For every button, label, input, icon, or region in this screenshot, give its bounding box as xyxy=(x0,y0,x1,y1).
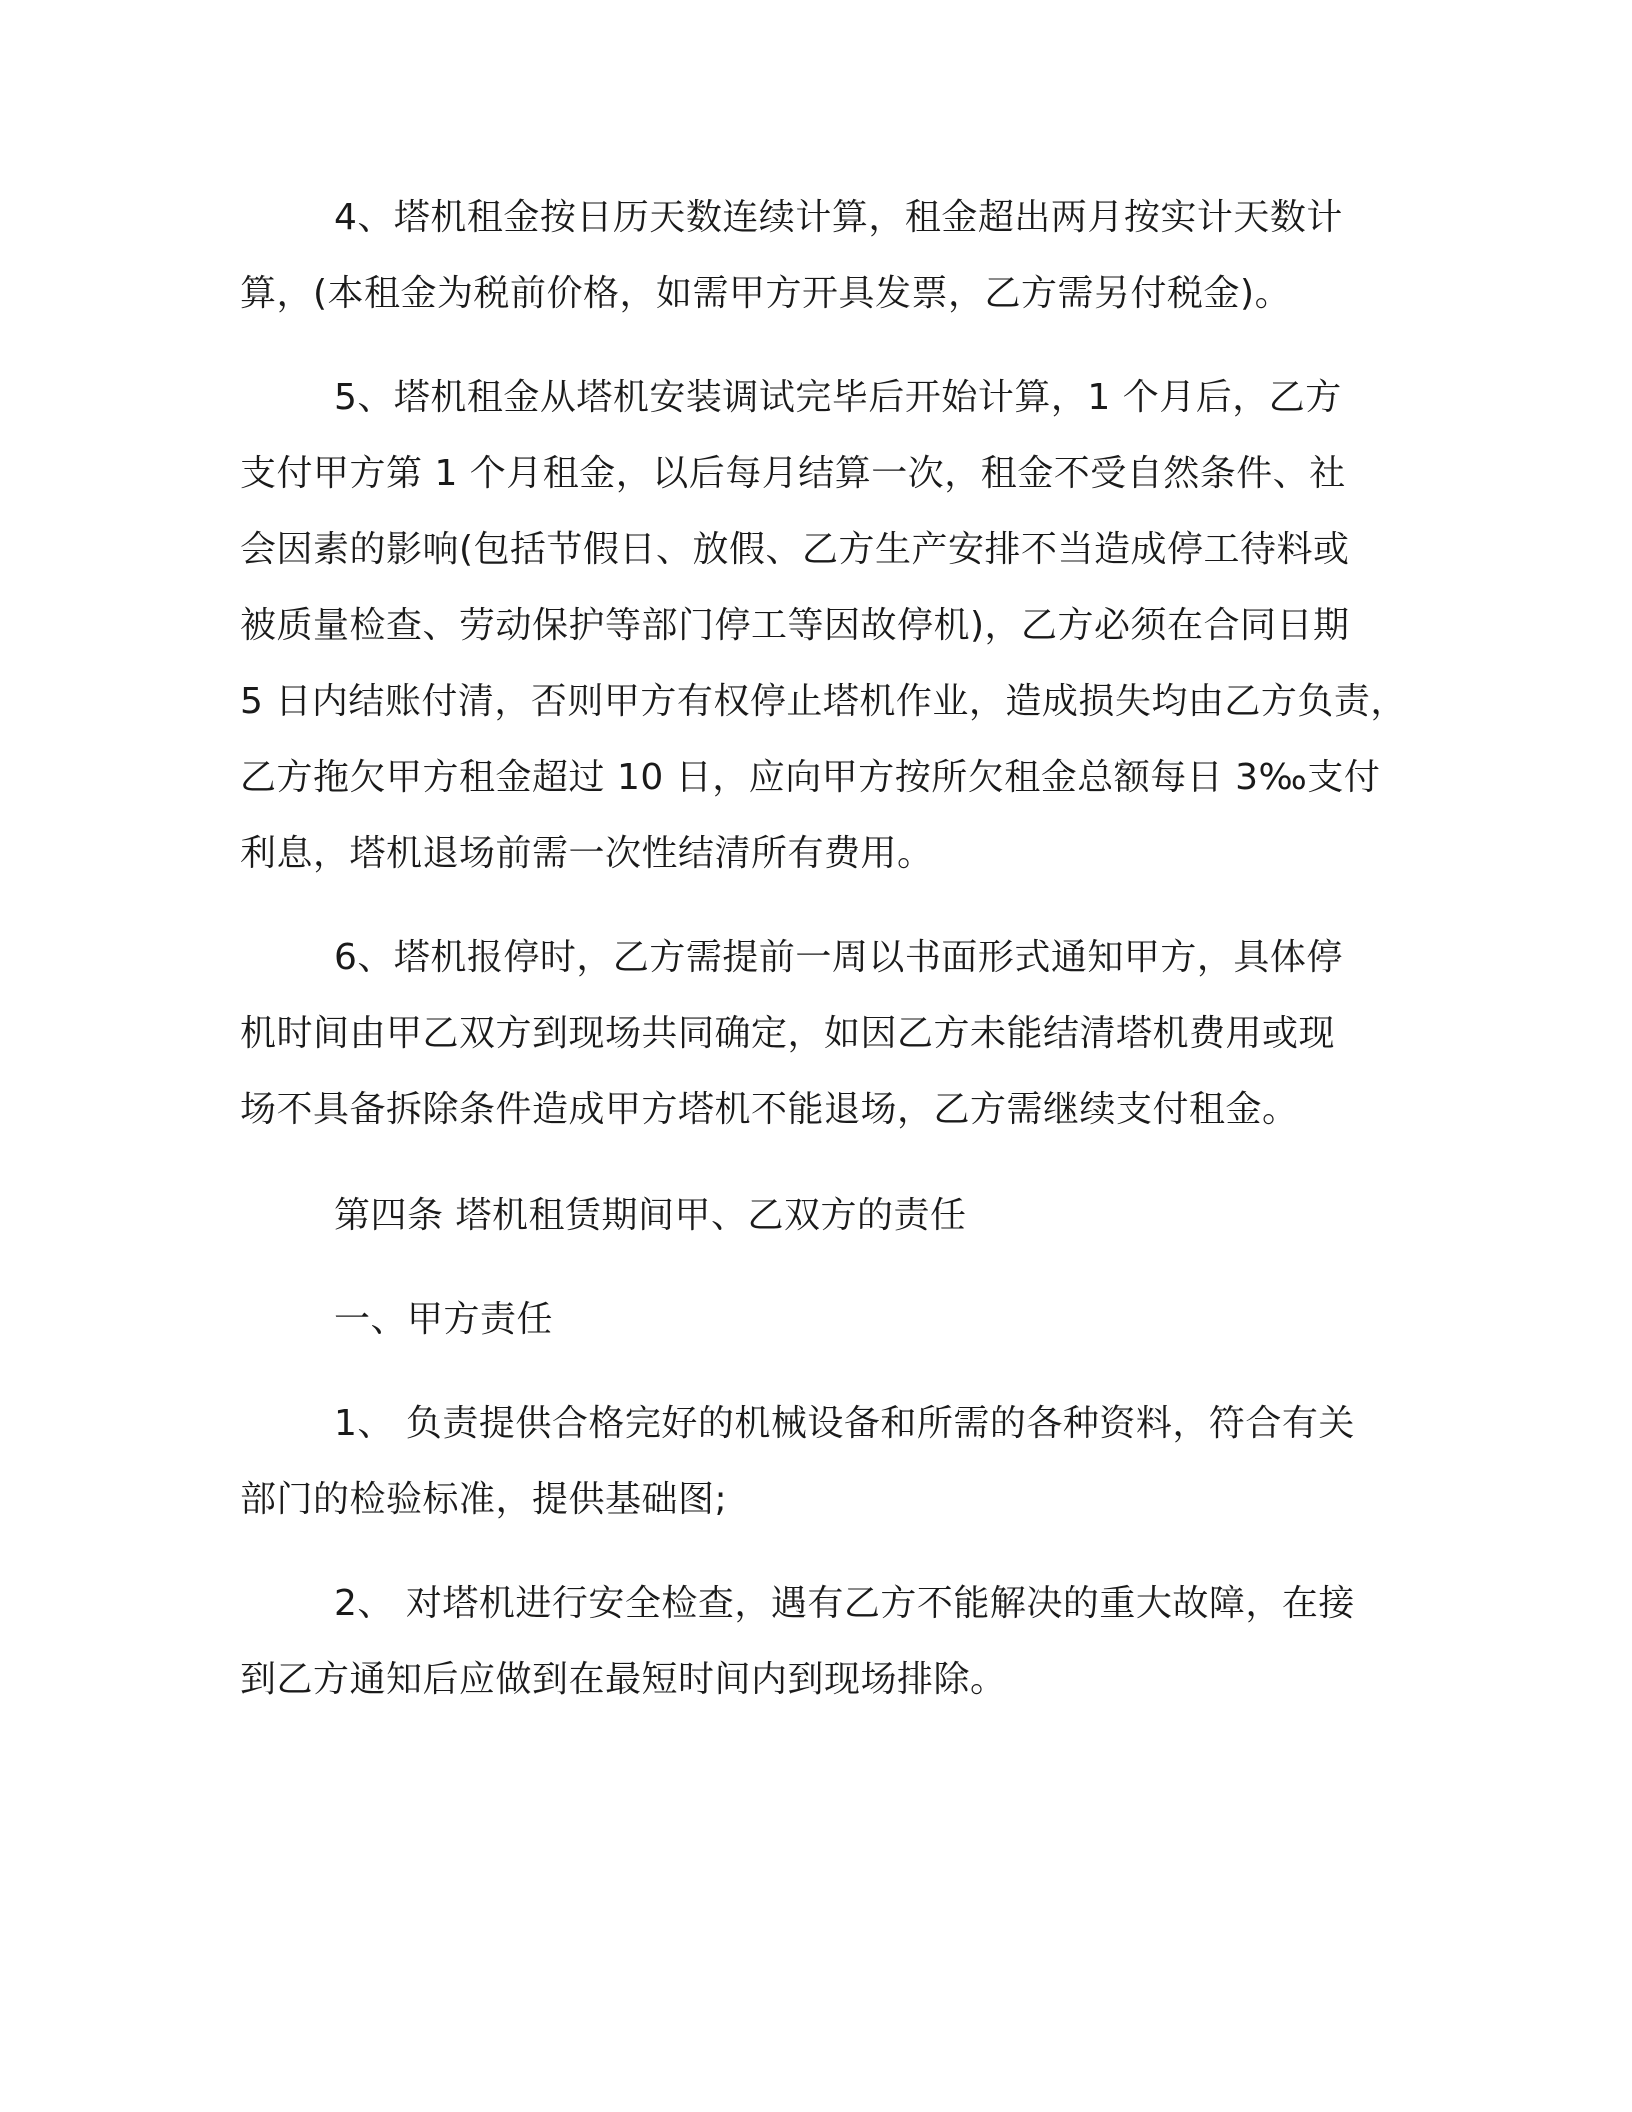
text-line: 1、 负责提供合格完好的机械设备和所需的各种资料，符合有关 xyxy=(334,1403,1355,1444)
text-line: 乙方拖欠甲方租金超过 10 日，应向甲方按所欠租金总额每日 3‰支付 xyxy=(240,757,1381,798)
text-line: 5、塔机租金从塔机安装调试完毕后开始计算，1 个月后，乙方 xyxy=(334,377,1342,418)
article-4-heading xyxy=(240,1178,1440,1254)
party-a-heading xyxy=(240,1282,1440,1358)
text-line: 部门的检验标准，提供基础图; xyxy=(240,1479,728,1520)
text-line: 会因素的影响(包括节假日、放假、乙方生产安排不当造成停工待料或 xyxy=(240,529,1350,570)
paragraph-clause-6 xyxy=(240,920,1440,1148)
paragraph-party-a-item-1 xyxy=(240,1386,1440,1538)
paragraph-party-a-item-2 xyxy=(240,1566,1440,1718)
text-line: 利息，塔机退场前需一次性结清所有费用。 xyxy=(240,833,934,874)
text-line: 2、 对塔机进行安全检查，遇有乙方不能解决的重大故障，在接 xyxy=(334,1583,1355,1624)
text-line: 到乙方通知后应做到在最短时间内到现场排除。 xyxy=(240,1659,1007,1700)
paragraph-clause-5 xyxy=(240,360,1440,892)
text-line: 被质量检查、劳动保护等部门停工等因故停机)，乙方必须在合同日期 xyxy=(240,605,1350,646)
text-line: 场不具备拆除条件造成甲方塔机不能退场，乙方需继续支付租金。 xyxy=(240,1089,1299,1130)
text-line: 算，(本租金为税前价格，如需甲方开具发票，乙方需另付税金)。 xyxy=(240,273,1292,314)
paragraph-clause-4 xyxy=(240,180,1440,332)
section-heading: 第四条 塔机租赁期间甲、乙双方的责任 xyxy=(334,1195,967,1236)
text-line: 6、塔机报停时，乙方需提前一周以书面形式通知甲方，具体停 xyxy=(334,937,1343,978)
text-line: 4、塔机租金按日历天数连续计算，租金超出两月按实计天数计 xyxy=(334,197,1343,238)
text-line: 5 日内结账付清，否则甲方有权停止塔机作业，造成损失均由乙方负责， xyxy=(240,681,1407,722)
subsection-heading: 一、甲方责任 xyxy=(334,1299,554,1340)
text-line: 支付甲方第 1 个月租金，以后每月结算一次，租金不受自然条件、社 xyxy=(240,453,1346,494)
text-line: 机时间由甲乙双方到现场共同确定，如因乙方未能结清塔机费用或现 xyxy=(240,1013,1336,1054)
